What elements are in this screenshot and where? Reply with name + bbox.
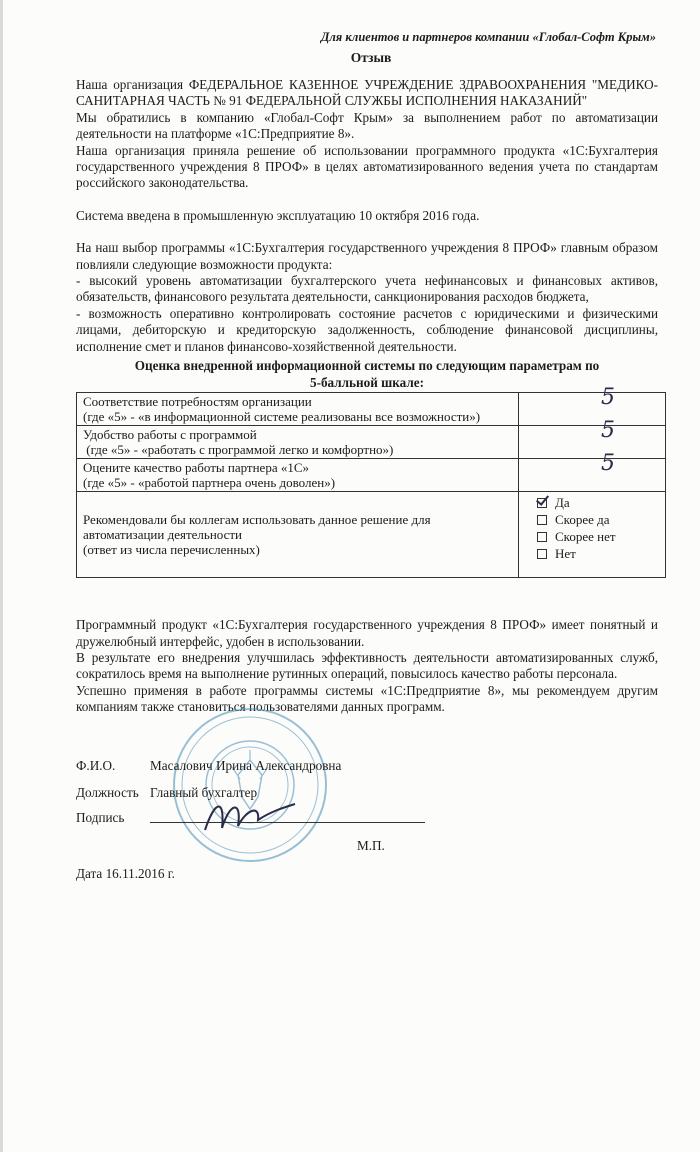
- criterion-note: (где «5» - «в информационной системе реализованы все возможности»): [83, 409, 481, 425]
- header-note: Для клиентов и партнеров компании «Глобал-Софт Крым»: [320, 30, 656, 44]
- paragraph-decision: Наша организация приняла решение об использовании программного продукта «1С:Бухгалтерия государственного учреждения 8 ПРОФ» в целях автоматизированного ведения учета по стандартам российского законодательства.: [76, 142, 658, 191]
- conclusion-recommend: Успешно применяя в работе программы системы «1С:Предприятие 8», мы рекомендуем другим компаниям также становиться пользователями данных программ.: [76, 682, 658, 715]
- sign-label: Подпись: [76, 810, 125, 825]
- question-line: (ответ из числа перечисленных): [83, 542, 260, 558]
- criterion-title: Оцените качество работы партнера «1С»: [83, 460, 310, 476]
- handwritten-score: 5: [601, 418, 615, 444]
- mp-label: М.П.: [357, 838, 385, 853]
- option-label: Да: [555, 495, 570, 511]
- position-value: Главный бухгалтер: [150, 785, 258, 800]
- scan-edge: [0, 0, 3, 1152]
- table-title-line2: 5-балльной шкале:: [309, 375, 425, 391]
- criterion-title: Соответствие потребностям организации: [83, 394, 312, 410]
- paragraph-organization: Наша организация ФЕДЕРАЛЬНОЕ КАЗЕННОЕ УЧРЕЖДЕНИЕ ЗДРАВООХРАНЕНИЯ "МЕДИКО-САНИТАРНАЯ ЧАСТЬ № 91 ФЕДЕРАЛЬНОЙ СЛУЖБЫ ИСПОЛНЕНИЯ НАКАЗАНИЙ": [76, 77, 658, 109]
- handwritten-score: 5: [601, 451, 615, 477]
- signature-block: [76, 0, 676, 1152]
- signature-line: [150, 822, 425, 823]
- criterion-title: Удобство работы с программой: [83, 427, 257, 443]
- table-title-line1: Оценка внедренной информационной системы по следующим параметрам по: [134, 358, 600, 374]
- criterion-note: (где «5» - «работать с программой легко и комфортно»): [83, 442, 394, 458]
- paragraph-feature-2: - возможность оперативно контролировать состояние расчетов с юридическими и физическими лицами, дебиторскую и кредиторскую задолженность, соблюдение финансовой дисциплины, исполнение смет и планов финансово-хозяйственной деятельности.: [76, 305, 658, 354]
- criterion-note: (где «5» - «работой партнера очень доволен»): [83, 475, 336, 491]
- conclusion-result: В результате его внедрения улучшилась эффективность деятельности автоматизированных служб, сократилось время на выполнение рутинных операций, повысилось качество работы персонала.: [76, 649, 658, 682]
- question-line: Рекомендовали бы коллегам использовать данное решение для: [83, 512, 431, 528]
- paragraph-feature-1: - высокий уровень автоматизации бухгалтерского учета нефинансовых и финансовых активов, обязательств, финансового результата деятельности, санкционирования расходов бюджета,: [76, 273, 658, 305]
- option-label: Скорее нет: [555, 529, 616, 545]
- paragraph-choice: На наш выбор программы «1С:Бухгалтерия государственного учреждения 8 ПРОФ» главным образом повлияли следующие возможности продукта:: [76, 240, 658, 272]
- paragraph-contact: Мы обратились в компанию «Глобал-Софт Крым» за выполнением работ по автоматизации деятельности на платформе «1С:Предприятие 8».: [76, 109, 658, 142]
- paragraph-launch: Система введена в промышленную эксплуатацию 10 октября 2016 года.: [76, 207, 480, 223]
- handwritten-score: 5: [601, 385, 615, 411]
- option-label: Нет: [555, 546, 576, 562]
- document-title: Отзыв: [350, 50, 392, 65]
- date: Дата 16.11.2016 г.: [76, 866, 175, 881]
- conclusion-interface: Программный продукт «1С:Бухгалтерия государственного учреждения 8 ПРОФ» имеет понятный и дружелюбный интерфейс, удобен в использовании.: [76, 617, 658, 649]
- option-label: Скорее да: [555, 512, 610, 528]
- question-line: автоматизации деятельности: [83, 527, 243, 543]
- fio-value: Масалович Ирина Александровна: [150, 758, 342, 773]
- position-label: Должность: [76, 785, 139, 800]
- fio-label: Ф.И.О.: [76, 758, 116, 773]
